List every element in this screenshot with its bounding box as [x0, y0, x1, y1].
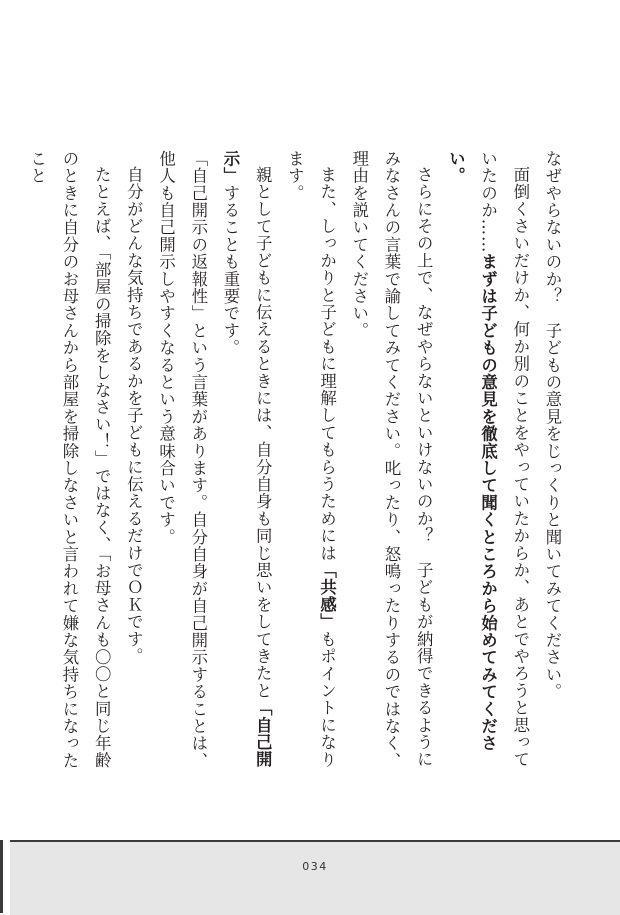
paragraph	[21, 150, 118, 770]
paragraph	[214, 150, 278, 770]
text-run: たとえば、「部屋の掃除をしなさい！」ではなく、「お母さんも〇〇と同じ年齢のときに自分のお母さんから部屋を掃除しなさいと言われて嫌な気持ちになったこと	[27, 150, 112, 770]
text-run: また、しっかりと子どもに理解してもらうためには	[317, 166, 337, 562]
text-run: なぜやらないのか？ 子どもの意見をじっくりと聞いてみてください。	[543, 150, 562, 701]
text-run: 「自己開示の返報性」という言葉があります。自分自身が自己開示することは、他人も自己開示しやすくなるという意味合いです。	[156, 150, 208, 770]
paragraph	[439, 150, 536, 770]
page-footer	[10, 840, 620, 915]
text-run: さらにその上で、なぜやらないといけないのか？ 子どもが納得できるようにみなさんの言葉で諭してみてください。叱ったり、怒鳴ったりするのではなく、理由を説いてください。	[349, 150, 434, 770]
text-run: もポイントになります。	[285, 150, 337, 769]
vertical-body-text	[21, 150, 568, 770]
page-number: 034	[302, 860, 328, 873]
bold-text-run: 「共感」	[317, 562, 337, 631]
paragraph	[343, 150, 440, 770]
bold-text-run: まずは子どもの意見を徹底して聞くところから始めてみてください。	[446, 150, 498, 752]
paragraph	[278, 150, 342, 770]
text-run: 面倒くさいだけか、何か別のことをやっていたからか、あとでやろうと思っていたのか……	[478, 150, 530, 769]
text-run: 親として子どもに伝えるときには、自分自身も同じ思いをしてきたと	[253, 166, 273, 700]
paragraph	[149, 150, 213, 770]
paragraph	[536, 150, 568, 770]
text-run: することも重要です。	[220, 184, 240, 357]
bold-text-run: 「自己開示」	[220, 150, 273, 769]
text-run: 自分がどんな気持ちであるかを子どもに伝えるだけでＯＫです。	[124, 166, 144, 666]
paragraph	[117, 150, 149, 770]
left-edge-bar	[0, 840, 10, 913]
